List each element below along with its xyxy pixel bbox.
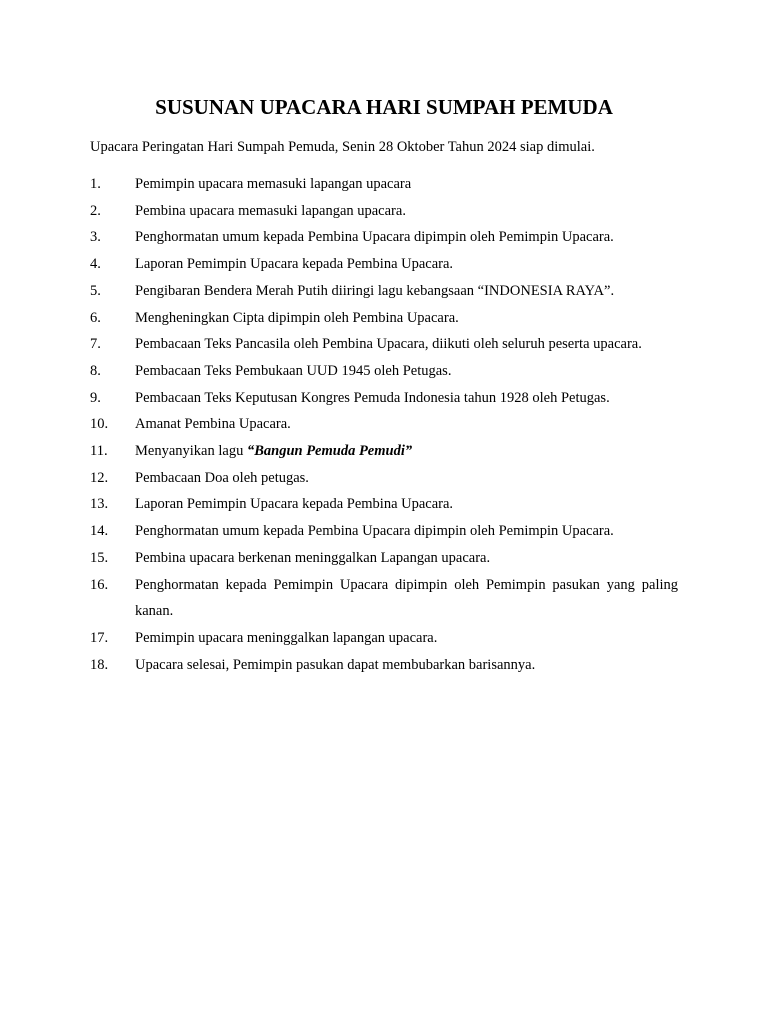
list-item-plain-text: Pembacaan Teks Keputusan Kongres Pemuda Indonesia tahun 1928 oleh Petugas.	[135, 389, 610, 406]
list-item-text	[135, 577, 678, 620]
list-item-text	[135, 203, 406, 219]
list-item	[90, 518, 678, 545]
list-item	[90, 545, 678, 572]
list-item-text	[135, 470, 309, 486]
list-item-number: 3.	[90, 229, 101, 246]
list-item	[90, 224, 678, 251]
list-item-plain-text: Amanat Pembina Upacara.	[135, 416, 291, 433]
list-item-plain-text: Penghormatan kepada Pemimpin Upacara dipimpin oleh Pemimpin pasukan yang paling kanan.	[135, 576, 678, 620]
list-item-plain-text: Pemimpin upacara memasuki lapangan upacara	[135, 176, 412, 192]
list-item-plain-text: Pemimpin upacara meninggalkan lapangan upacara.	[135, 629, 438, 646]
ceremony-steps-list	[90, 171, 678, 678]
list-item	[90, 278, 678, 305]
list-item	[90, 438, 678, 465]
list-item-text	[135, 229, 614, 245]
list-item-plain-text: Menyanyikan lagu	[135, 443, 247, 460]
list-item-number: 11.	[90, 443, 108, 460]
list-item-plain-text: Pembacaan Teks Pancasila oleh Pembina Upacara, diikuti oleh seluruh peserta upacara.	[135, 336, 642, 353]
list-item-plain-text: Penghormatan umum kepada Pembina Upacara dipimpin oleh Pemimpin Upacara.	[135, 523, 614, 540]
list-item-number: 6.	[90, 309, 101, 326]
list-item-text	[135, 496, 453, 512]
list-item	[90, 652, 678, 679]
list-item-plain-text: Laporan Pemimpin Upacara kepada Pembina Upacara.	[135, 496, 454, 513]
list-item	[90, 251, 678, 278]
list-item-number: 8.	[90, 362, 101, 379]
list-item-number: 12.	[90, 469, 109, 486]
list-item-plain-text: Pembacaan Doa oleh petugas.	[135, 469, 309, 486]
list-item-number: 15.	[90, 549, 109, 566]
list-item	[90, 198, 678, 225]
list-item	[90, 305, 678, 332]
list-item-plain-text: Pembina upacara berkenan meninggalkan Lapangan upacara.	[135, 549, 491, 566]
list-item-text	[135, 176, 411, 192]
list-item-number: 16.	[90, 576, 109, 593]
document-title: SUSUNAN UPACARA HARI SUMPAH PEMUDA	[155, 95, 613, 119]
list-item-plain-text: Upacara selesai, Pemimpin pasukan dapat membubarkan barisannya.	[135, 656, 536, 673]
list-item	[90, 358, 678, 385]
list-item-number: 4.	[90, 256, 101, 273]
list-item-text	[135, 550, 490, 566]
list-item	[90, 171, 678, 198]
list-item-text	[135, 256, 453, 272]
list-item-text	[135, 657, 535, 673]
list-item-number: 13.	[90, 496, 109, 513]
list-item-plain-text: Pembacaan Teks Pembukaan UUD 1945 oleh Petugas.	[135, 362, 452, 379]
list-item-text	[135, 283, 614, 299]
list-item-number: 1.	[90, 176, 101, 192]
list-item-text	[135, 363, 451, 379]
list-item-plain-text: Pembina upacara memasuki lapangan upacara.	[135, 202, 406, 219]
list-item	[90, 411, 678, 438]
song-title-emphasis: “Bangun Pemuda Pemudi”	[246, 443, 413, 460]
list-item-text	[135, 390, 610, 406]
intro-paragraph: Upacara Peringatan Hari Sumpah Pemuda, Senin 28 Oktober Tahun 2024 siap dimulai.	[90, 139, 595, 155]
list-item-text	[135, 523, 614, 539]
list-item-number: 14.	[90, 523, 109, 540]
list-item-number: 18.	[90, 656, 109, 673]
list-item-number: 5.	[90, 282, 101, 299]
list-item-text	[135, 336, 642, 352]
list-item	[90, 625, 678, 652]
list-item-text	[135, 310, 459, 326]
list-item-plain-text: Pengibaran Bendera Merah Putih diiringi lagu kebangsaan “INDONESIA RAYA”.	[135, 282, 615, 299]
list-item-plain-text: Penghormatan umum kepada Pembina Upacara dipimpin oleh Pemimpin Upacara.	[135, 229, 614, 246]
list-item-plain-text: Laporan Pemimpin Upacara kepada Pembina Upacara.	[135, 256, 454, 273]
list-item-plain-text: Mengheningkan Cipta dipimpin oleh Pembina Upacara.	[135, 309, 459, 326]
list-item	[90, 465, 678, 492]
list-item	[90, 491, 678, 518]
list-item-number: 7.	[90, 336, 101, 353]
list-item-text	[135, 443, 412, 459]
list-item	[90, 572, 678, 625]
list-item	[90, 331, 678, 358]
list-item-text	[135, 416, 291, 432]
list-item-number: 9.	[90, 389, 101, 406]
list-item-number: 2.	[90, 202, 101, 219]
list-item-number: 10.	[90, 416, 109, 433]
list-item	[90, 385, 678, 412]
list-item-text	[135, 630, 437, 646]
list-item-number: 17.	[90, 629, 109, 646]
